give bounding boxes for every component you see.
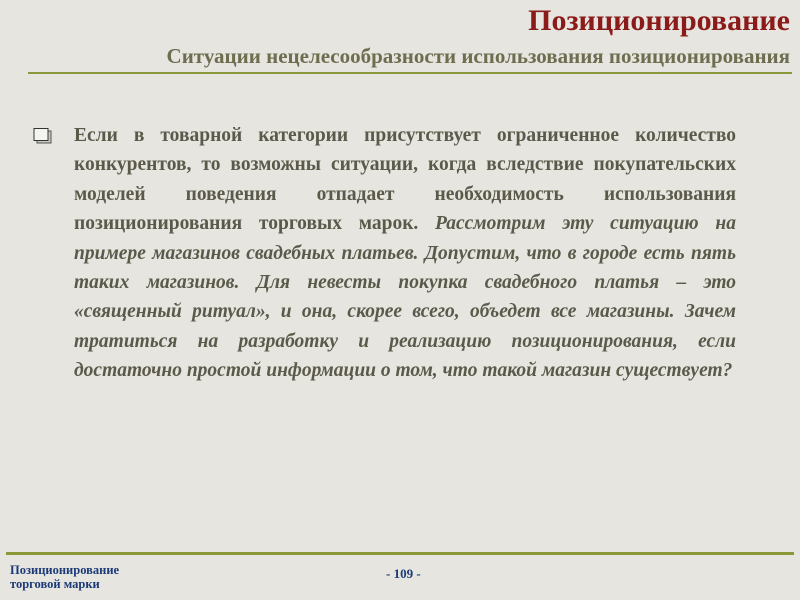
body-paragraph <box>74 121 736 386</box>
footer-caption-line-2: торговой марки <box>10 577 100 591</box>
body-text-italic: Рассмотрим эту ситуацию на примере магазинов свадебных платьев. Допустим, что в городе есть пять таких магазинов. Для невесты покупка свадебного платья – это «священный ритуал», и она, скорее всего, объедет все магазины. Зачем тратиться на разработку и реализацию позиционирования, если достаточно простой информации о том, что такой магазин существует? <box>74 213 736 382</box>
page-number: - 109 - <box>386 566 421 581</box>
checkbox-bullet-icon <box>33 128 55 144</box>
page-title: Позиционирование <box>528 4 790 37</box>
footer-caption <box>10 563 119 591</box>
footer-divider <box>6 552 794 555</box>
header-divider <box>28 72 792 74</box>
page-subtitle: Ситуации нецелесообразности использования позиционирования <box>166 44 790 68</box>
footer-caption-line-1: Позиционирование <box>10 563 120 577</box>
body-text-plain: Если в товарной категории присутствует ограниченное количество конкурентов, то возможны ситуации, когда вследствие покупательских моделей поведения отпадает необходимость использования позиционирования торговых марок. <box>74 125 736 235</box>
